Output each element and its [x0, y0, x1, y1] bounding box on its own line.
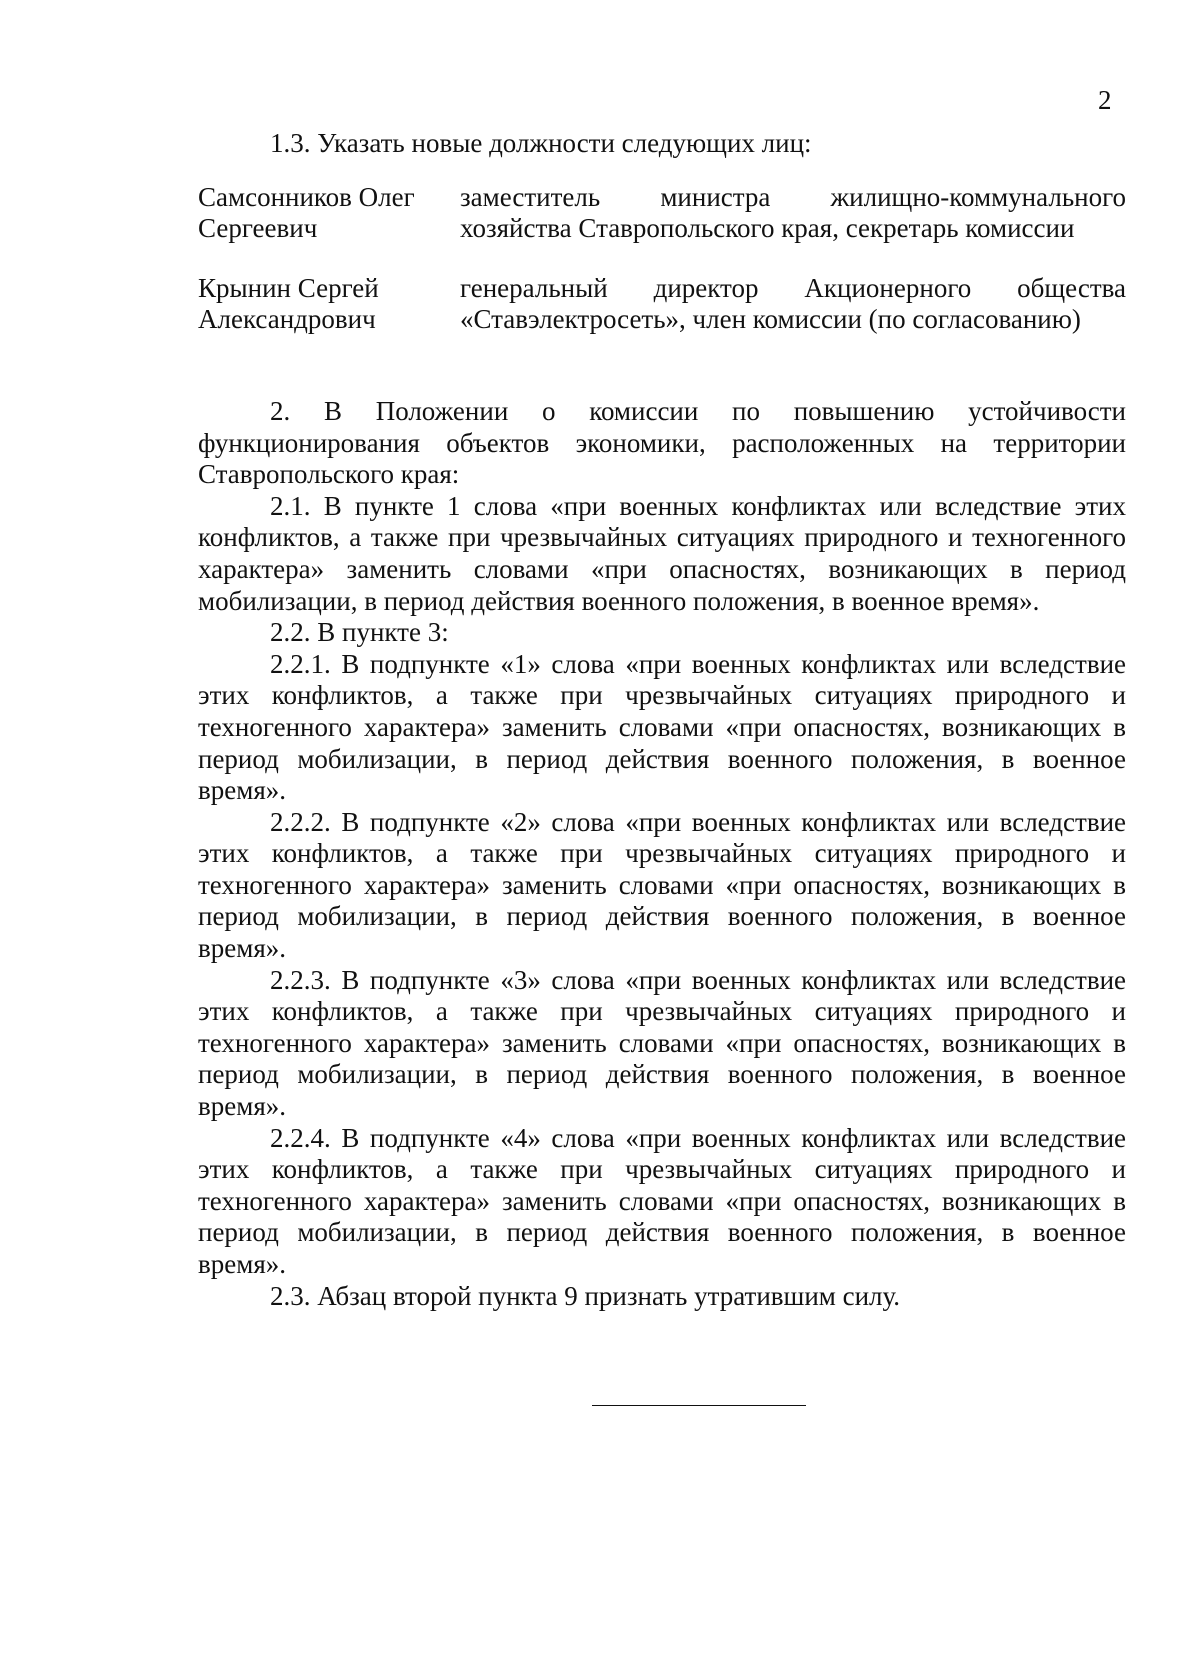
person-position: генеральный директор Акционерного общества «Ставэлектросеть», член комиссии (по согласованию) [460, 272, 1126, 335]
person-name [198, 182, 460, 245]
page-number: 2 [1098, 85, 1112, 115]
section-item: 2.2.3. В подпункте «3» слова «при военных конфликтах или вследствие этих конфликтов, а также при чрезвычайных ситуациях природного и техногенного характера» заменить словами «при опасностях, возникающих в период мобилизации, в период действия военного положения, в военное время». [198, 964, 1126, 1122]
person-name-line: Самсонников Олег [198, 181, 415, 212]
person-name [198, 273, 460, 336]
person-row [198, 182, 1126, 245]
person-position: заместитель министра жилищно-коммунального хозяйства Ставропольского края, секретарь комиссии [460, 181, 1126, 244]
section-1-3-heading: 1.3. Указать новые должности следующих лиц: [270, 128, 812, 158]
person-row [198, 273, 1126, 336]
section-item: 2.1. В пункте 1 слова «при военных конфликтах или вследствие этих конфликтов, а также при чрезвычайных ситуациях природного и техногенного характера» заменить словами «при опасностях, возникающих в период мобилизации, в период действия военного положения, в военное время». [198, 490, 1126, 616]
section-item: 2.2. В пункте 3: [270, 617, 449, 648]
person-name-line: Александрович [198, 304, 376, 335]
section-item: 2.2.4. В подпункте «4» слова «при военных конфликтах или вследствие этих конфликтов, а также при чрезвычайных ситуациях природного и техногенного характера» заменить словами «при опасностях, возникающих в период мобилизации, в период действия военного положения, в военное время». [198, 1122, 1126, 1279]
person-name-line: Крынин Сергей [198, 272, 379, 303]
section-2-intro: 2. В Положении о комиссии по повышению устойчивости функционирования объектов экономики, расположенных на территории Ставропольского края: [198, 395, 1126, 490]
section-item: 2.2.2. В подпункте «2» слова «при военных конфликтах или вследствие этих конфликтов, а также при чрезвычайных ситуациях природного и техногенного характера» заменить словами «при опасностях, возникающих в период мобилизации, в период действия военного положения, в военное время». [198, 806, 1126, 964]
person-name-line: Сергеевич [198, 213, 318, 244]
section-item: 2.2.1. В подпункте «1» слова «при военных конфликтах или вследствие этих конфликтов, а также при чрезвычайных ситуациях природного и техногенного характера» заменить словами «при опасностях, возникающих в период мобилизации, в период действия военного положения, в военное время». [198, 648, 1126, 806]
end-separator-line [592, 1405, 806, 1406]
document-body [198, 128, 1126, 1312]
section-item: 2.3. Абзац второй пункта 9 признать утратившим силу. [270, 1280, 901, 1311]
